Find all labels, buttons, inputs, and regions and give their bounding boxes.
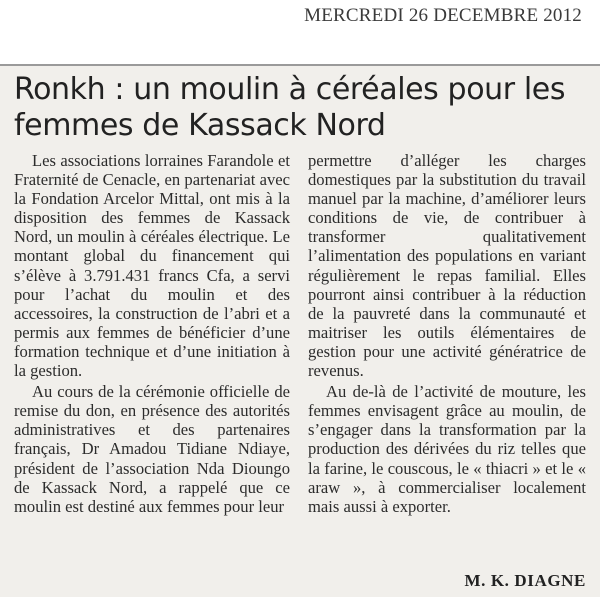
article-paragraph: permettre d’alléger les charges domestiques par la substitution du travail manuel par la machine, d’améliorer leurs conditions de vie, de contribuer à transformer qualitativement l’alimentation des populations en variant régulièrement le repas familial. Elles pourront ainsi contribuer à la réduction de la pauvreté dans la communauté et maitriser les outils élémentaires de gestion pour une activité génératrice de revenus. [308,151,586,381]
article-paragraph: Au de-là de l’activité de mouture, les femmes envisagent grâce au moulin, de s’engager dans la transformation par la production des dérivées du riz telles que la farine, le couscous, le « thiacri » et le « araw », à commercialiser localement mais aussi à exporter. [308,382,586,516]
article-author: M. K. DIAGNE [464,571,586,590]
newspaper-date: MERCREDI 26 DECEMBRE 2012 [304,5,582,26]
header-rule [0,64,600,66]
article-paragraph: Au cours de la cérémonie officielle de remise du don, en présence des autorités administratives et des partenaires français, Dr Amadou Tidiane Ndiaye, président de l’association Nda Dioungo de Kassack Nord, a rappelé que ce moulin est destiné aux femmes pour leur [14,382,290,516]
article-column-right [308,151,586,516]
article-column-left [14,151,290,516]
article-title: Ronkh : un moulin à céréales pour les femmes de Kassack Nord [14,72,566,143]
article-paragraph: Les associations lorraines Farandole et Fraternité de Cenacle, en partenariat avec la Fondation Arcelor Mittal, ont mis à la disposition des femmes de Kassack Nord, un moulin à céréales électrique. Le montant global du financement qui s’élève à 3.791.431 francs Cfa, a servi pour l’achat du moulin et des accessoires, la construction de l’abri et a permis aux femmes de bénéficier d’une formation technique et d’une initiation à la gestion. [14,151,290,381]
